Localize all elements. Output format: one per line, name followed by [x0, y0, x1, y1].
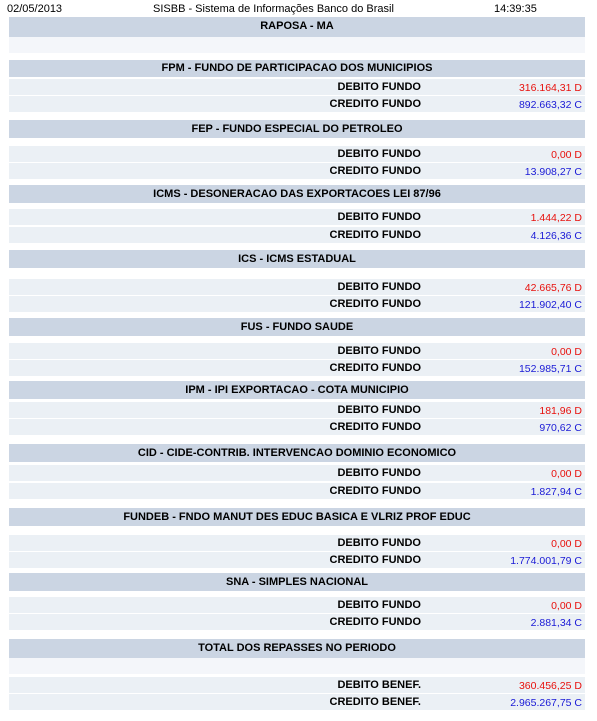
debit-label: DEBITO FUNDO: [337, 467, 421, 479]
debit-value: 181,96 D: [539, 405, 582, 417]
credit-label: CREDITO FUNDO: [329, 616, 421, 628]
section-title: SNA - SIMPLES NACIONAL: [226, 576, 368, 588]
total-credit-value: 2.965.267,75 C: [510, 697, 582, 709]
debit-label: DEBITO FUNDO: [337, 148, 421, 160]
debit-value: 0,00 D: [551, 346, 582, 358]
debit-row: [9, 79, 585, 95]
debit-row: [9, 146, 585, 162]
debit-row: [9, 343, 585, 359]
section-title: CID - CIDE-CONTRIB. INTERVENCAO DOMINIO ECONOMICO: [137, 447, 457, 459]
report-date: 02/05/2013: [7, 3, 63, 15]
debit-row: [9, 209, 585, 225]
report-time: 14:39:35: [494, 3, 537, 15]
credit-value: 970,62 C: [539, 422, 582, 434]
credit-row: [9, 419, 585, 435]
credit-value: 13.908,27 C: [524, 166, 582, 178]
section-title: ICS - ICMS ESTADUAL: [238, 253, 356, 265]
section-title-bar: [9, 318, 585, 336]
municipality-name: RAPOSA - MA: [260, 20, 334, 32]
section-title-bar: [9, 185, 585, 203]
section-title: ICMS - DESONERACAO DAS EXPORTACOES LEI 87/96: [153, 188, 441, 200]
credit-row: [9, 614, 585, 630]
section-title: FEP - FUNDO ESPECIAL DO PETROLEO: [191, 123, 403, 135]
credit-value: 152.985,71 C: [518, 363, 582, 375]
spacer-bar: [9, 658, 585, 674]
section-title: FUNDEB - FNDO MANUT DES EDUC BASICA E VLRIZ PROF EDUC: [123, 511, 471, 523]
debit-label: DEBITO FUNDO: [337, 537, 421, 549]
debit-row: [9, 597, 585, 613]
debit-label: DEBITO FUNDO: [337, 81, 421, 93]
credit-label: CREDITO FUNDO: [329, 554, 421, 566]
total-credit-row: [9, 694, 585, 710]
credit-row: [9, 296, 585, 312]
credit-label: CREDITO FUNDO: [329, 165, 421, 177]
debit-label: DEBITO FUNDO: [337, 404, 421, 416]
debit-value: 0,00 D: [551, 149, 582, 161]
credit-row: [9, 483, 585, 499]
credit-row: [9, 552, 585, 568]
section-title: FPM - FUNDO DE PARTICIPACAO DOS MUNICIPIOS: [161, 62, 433, 74]
debit-value: 0,00 D: [551, 538, 582, 550]
section-title: IPM - IPI EXPORTACAO - COTA MUNICIPIO: [185, 384, 409, 396]
total-debit-value: 360.456,25 D: [518, 680, 582, 692]
spacer-bar: [9, 37, 585, 53]
credit-value: 2.881,34 C: [530, 617, 582, 629]
credit-value: 121.902,40 C: [518, 299, 582, 311]
section-title: FUS - FUNDO SAUDE: [240, 321, 354, 333]
section-title-bar: [9, 250, 585, 268]
credit-label: CREDITO FUNDO: [329, 229, 421, 241]
total-debit-label: DEBITO BENEF.: [337, 679, 421, 691]
section-title-bar: [9, 381, 585, 399]
debit-row: [9, 402, 585, 418]
total-title: TOTAL DOS REPASSES NO PERIODO: [198, 642, 396, 654]
debit-value: 316.164,31 D: [518, 82, 582, 94]
debit-label: DEBITO FUNDO: [337, 281, 421, 293]
system-name: SISBB - Sistema de Informações Banco do Brasil: [153, 3, 394, 15]
credit-row: [9, 96, 585, 112]
total-credit-label: CREDITO BENEF.: [329, 696, 421, 708]
municipality-bar: [9, 17, 585, 37]
debit-value: 1.444,22 D: [530, 212, 582, 224]
section-title-bar: [9, 573, 585, 591]
total-debit-row: [9, 677, 585, 693]
section-title-bar: [9, 120, 585, 138]
debit-row: [9, 535, 585, 551]
debit-row: [9, 465, 585, 481]
debit-value: 42.665,76 D: [524, 282, 582, 294]
credit-label: CREDITO FUNDO: [329, 298, 421, 310]
debit-label: DEBITO FUNDO: [337, 599, 421, 611]
debit-row: [9, 279, 585, 295]
credit-value: 1.774.001,79 C: [510, 555, 582, 567]
section-title-bar: [9, 60, 585, 77]
debit-label: DEBITO FUNDO: [337, 211, 421, 223]
debit-value: 0,00 D: [551, 468, 582, 480]
report-header: [0, 0, 597, 16]
debit-value: 0,00 D: [551, 600, 582, 612]
credit-row: [9, 360, 585, 376]
credit-label: CREDITO FUNDO: [329, 421, 421, 433]
credit-row: [9, 163, 585, 179]
credit-value: 1.827,94 C: [530, 486, 582, 498]
credit-value: 892.663,32 C: [518, 99, 582, 111]
credit-label: CREDITO FUNDO: [329, 98, 421, 110]
section-title-bar: [9, 508, 585, 526]
credit-value: 4.126,36 C: [530, 230, 582, 242]
total-title-bar: [9, 639, 585, 658]
section-title-bar: [9, 444, 585, 462]
credit-row: [9, 227, 585, 243]
debit-label: DEBITO FUNDO: [337, 345, 421, 357]
credit-label: CREDITO FUNDO: [329, 362, 421, 374]
credit-label: CREDITO FUNDO: [329, 485, 421, 497]
